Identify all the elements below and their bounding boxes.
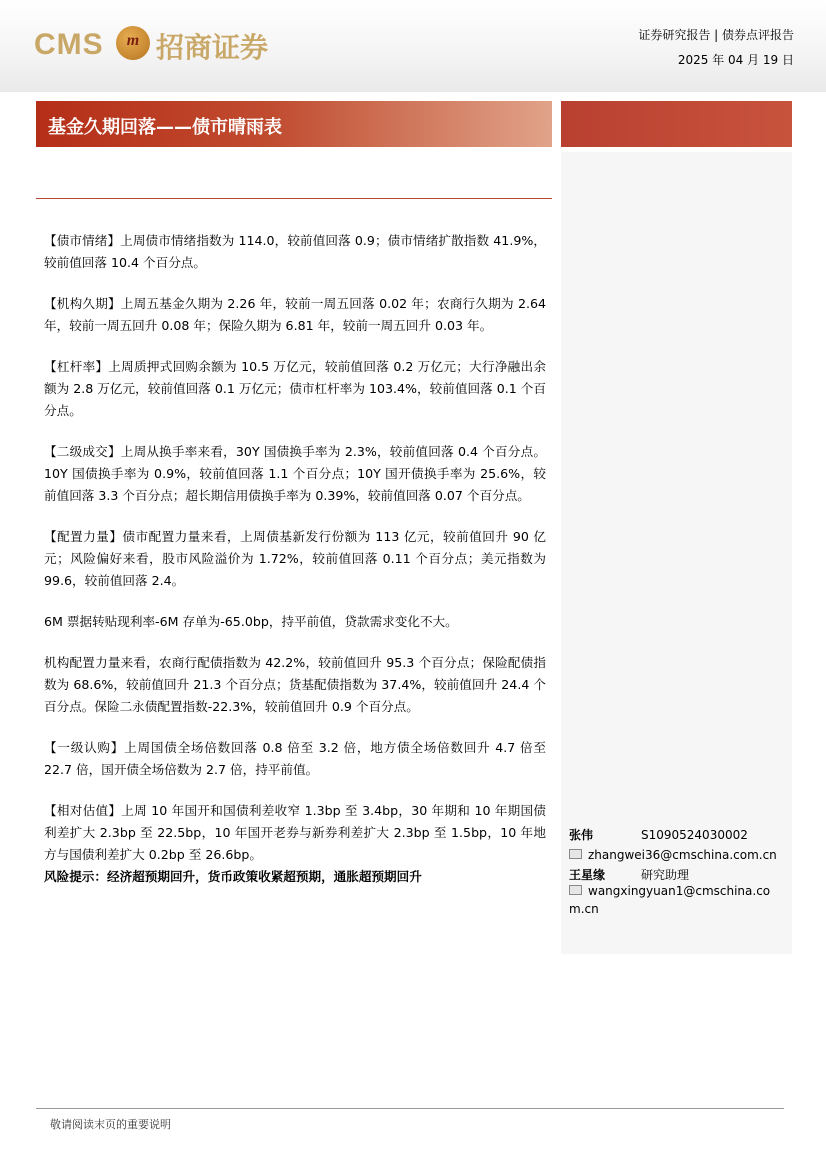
paragraph-institution-allocation: 机构配置力量来看，农商行配债指数为 42.2%，较前值回升 95.3 个百分点；保险配债指数为 68.6%，较前值回升 21.3 个百分点；货基配债指数为 37.4%，较前值回升 24.4 个百分点。保险二永债配置指数-22.3%，较前值回升 0.9 个百分点。 — [44, 655, 546, 714]
sidebar-header — [561, 101, 792, 147]
report-type: 证券研究报告 | 债券点评报告 — [638, 28, 794, 42]
analyst-role: 研究助理 — [641, 868, 690, 882]
paragraph-secondary-trading: 【二级成交】上周从换手率来看，30Y 国债换手率为 2.3%，较前值回落 0.4 个百分点。10Y 国债换手率为 0.9%，较前值回落 1.1 个百分点；10Y 国开债换手率为 25.6%，较前值回落 3.3 个百分点；超长期信用债换手率为 0.39%，较前值回落 0.07 个百分点。 — [44, 444, 546, 503]
report-body — [44, 230, 546, 888]
footer-divider — [36, 1108, 784, 1109]
mail-icon — [569, 885, 582, 895]
logo-chinese: 招商证券 — [156, 31, 269, 64]
paragraph-relative-valuation: 【相对估值】上周 10 年国开和国债利差收窄 1.3bp 至 3.4bp，30 年期和 10 年期国债利差扩大 2.3bp 至 22.5bp，10 年国开老券与新券利差扩大 2.3bp 至 1.5bp，10 年地方与国债利差扩大 0.2bp 至 26.6bp。 — [44, 803, 546, 862]
analyst-id: S1090524030002 — [641, 828, 748, 842]
report-title: 基金久期回落——债市晴雨表 — [48, 117, 282, 138]
paragraph-sentiment: 【债市情绪】上周债市情绪指数为 114.0，较前值回落 0.9；债市情绪扩散指数 41.9%，较前值回落 10.4 个百分点。 — [44, 233, 546, 270]
logo-mark-icon: m — [116, 26, 150, 60]
analyst-name: 张伟 — [569, 828, 594, 842]
analyst-2 — [569, 866, 789, 883]
paragraph-leverage: 【杠杆率】上周质押式回购余额为 10.5 万亿元，较前值回落 0.2 万亿元；大行净融出余额为 2.8 万亿元，较前值回落 0.1 万亿元；债市杠杆率为 103.4%，较前值回落 0.1 个百分点。 — [44, 359, 546, 418]
paragraph-allocation: 【配置力量】债市配置力量来看，上周债基新发行份额为 113 亿元，较前值回升 90 亿元；风险偏好来看，股市风险溢价为 1.72%，较前值回落 0.11 个百分点；美元指数为 99.6，较前值回落 2.4。 — [44, 529, 546, 588]
divider — [36, 198, 552, 199]
title-bar — [36, 101, 552, 147]
paragraph-duration: 【机构久期】上周五基金久期为 2.26 年，较前一周五回落 0.02 年；农商行久期为 2.64 年，较前一周五回升 0.08 年；保险久期为 6.81 年，较前一周五回升 0.03 年。 — [44, 296, 546, 333]
footer-note: 敬请阅读末页的重要说明 — [50, 1118, 171, 1131]
logo-latin: CMS — [34, 28, 104, 61]
analyst-1-email[interactable]: zhangwei36@cmschina.com.cn — [569, 846, 783, 864]
paragraph-primary-subscription: 【一级认购】上周国债全场倍数回落 0.8 倍至 3.2 倍，地方债全场倍数回升 4.7 倍至 22.7 倍，国开债全场倍数为 2.7 倍，持平前值。 — [44, 740, 546, 777]
mail-icon — [569, 849, 582, 859]
analyst-1 — [569, 826, 789, 843]
risk-warning: 风险提示：经济超预期回升，货币政策收紧超预期，通胀超预期回升 — [44, 869, 422, 884]
paragraph-bill-rate: 6M 票据转贴现利率-6M 存单为-65.0bp，持平前值，贷款需求变化不大。 — [44, 614, 458, 629]
analyst-name: 王星缘 — [569, 868, 606, 882]
analyst-2-email[interactable]: wangxingyuan1@cmschina.com.cn — [569, 884, 771, 916]
report-date: 2025 年 04 月 19 日 — [677, 53, 794, 67]
